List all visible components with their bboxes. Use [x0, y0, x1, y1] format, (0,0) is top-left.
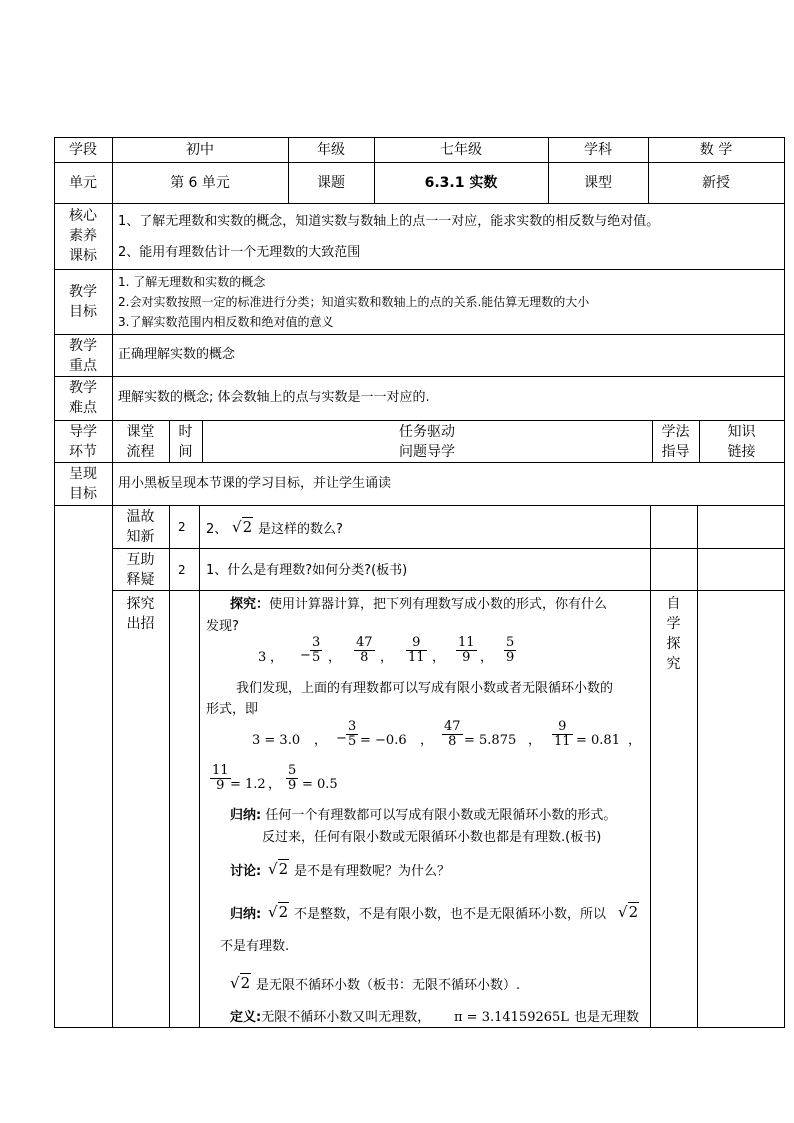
help-time: 2 [178, 563, 186, 577]
summary-2-text-2: 不是有理数. [220, 939, 290, 954]
goals-label: 教学 目标 [69, 284, 97, 320]
eq-neg06: = −0.6 [360, 733, 407, 748]
sqrt-2-discuss: √2 [268, 860, 289, 878]
sqrt-2-board: √2 [230, 974, 251, 992]
goal-item-1: 1. 了解无理数和实数的概念 [118, 275, 266, 289]
keti-label: 课题 [317, 175, 345, 191]
col-step: 导学 环节 [69, 424, 97, 460]
discuss-text: 是不是有理数呢？为什么？ [294, 864, 451, 879]
review-label: 温故 知新 [126, 509, 155, 545]
sqrt-2-review: √2 [232, 518, 253, 536]
list-sep: ， [314, 733, 328, 748]
neg-sign: − [336, 731, 347, 746]
fraction-9-11: 9 11 [408, 635, 425, 665]
col-method: 学法 指导 [661, 424, 690, 460]
eq-081: = 0.81 [576, 733, 620, 748]
definition-tail: 也是无理数 [574, 1010, 640, 1025]
board-text: 是无限不循环小数（板书：无限不循环小数）. [256, 978, 521, 993]
core-line-1: 1、了解无理数和实数的概念，知道实数与数轴上的点一一对应，能求实数的相反数与绝对值。 [118, 214, 660, 229]
list-sep: ， [268, 777, 282, 792]
help-label: 互助 释疑 [126, 552, 155, 588]
col-time: 时 间 [178, 424, 193, 460]
neg-sign: − [300, 648, 311, 663]
kexing-value: 新授 [702, 175, 730, 191]
list-sep: ， [420, 733, 434, 748]
list-sep: ， [528, 733, 542, 748]
discuss-label: 讨论: [230, 864, 262, 879]
goal-item-3: 3.了解实数范围内相反数和绝对值的意义 [118, 315, 334, 329]
summary-1: 归纳: 任何一个有理数都可以写成有限小数或无限循环小数的形式。 [230, 808, 617, 823]
core-label: 核心 素养 课标 [69, 208, 97, 264]
summary-1-line-2: 反过来，任何有限小数或无限循环小数也都是有理数.(板书) [262, 830, 602, 845]
list-sep: ， [480, 650, 494, 665]
danyuan-label: 单元 [69, 175, 97, 191]
help-text: 1、什么是有理数?如何分类?(板书) [206, 563, 408, 578]
xueke-label: 学科 [584, 142, 612, 158]
list-sep: ， [628, 733, 642, 748]
goal-item-2: 2.会对实数按照一定的标准进行分类；知道实数和数轴上的点的关系.能估算无理数的大小 [118, 295, 590, 309]
xueduan-value: 初中 [186, 142, 214, 158]
keti-value: 6.3.1 实数 [424, 175, 498, 191]
present-label: 呈现 目标 [69, 466, 97, 502]
list-item-3: 3 [258, 650, 267, 665]
core-line-2: 2、能用有理数估计一个无理数的大致范围 [118, 245, 361, 260]
fraction-11-9: 11 9 [458, 635, 475, 665]
xueduan-label: 学段 [69, 142, 97, 158]
eq-3: 3 = 3.0 [252, 733, 301, 748]
list-sep: ， [432, 650, 446, 665]
list-sep: ， [328, 650, 342, 665]
explore-method: 自 学 探 究 [666, 596, 681, 672]
sqrt-2-summary: √2 [268, 903, 289, 921]
found-line-2: 形式，即 [206, 702, 259, 717]
review-prefix: 2、 [206, 522, 228, 537]
focus-label: 教学 重点 [69, 338, 97, 374]
explore-intro: 探究：使用计算器计算，把下列有理数写成小数的形式，你有什么 [230, 597, 608, 612]
pi-value: π = 3.14159265L [454, 1010, 569, 1025]
summary-2-label: 归纳: [230, 907, 262, 922]
fraction-3-5: 3 5 [312, 635, 321, 665]
difficulty-label: 教学 难点 [69, 380, 97, 416]
summary-2-text: 不是整数，不是有限小数，也不是无限循环小数，所以 [294, 907, 607, 922]
eq-12: = 1.2 [230, 777, 266, 792]
review-text: 是这样的数么? [258, 522, 343, 537]
found-line-1: 我们发现，上面的有理数都可以写成有限小数或者无限循环小数的 [236, 681, 614, 696]
fraction-11-9-eq: 11 9 [212, 763, 229, 793]
sqrt-2-summary-end: √2 [618, 903, 639, 921]
list-sep: ， [380, 650, 394, 665]
nianji-label: 年级 [317, 142, 345, 158]
definition: 定义:无限不循环小数又叫无理数， [230, 1010, 431, 1025]
fraction-3-5-eq: 3 5 [348, 719, 357, 749]
review-time: 2 [178, 520, 186, 534]
col-task: 任务驱动 问题导学 [399, 424, 455, 460]
eq-05: = 0.5 [302, 777, 338, 792]
fraction-5-9-eq: 5 9 [288, 763, 297, 793]
xueke-value: 数 学 [699, 142, 733, 158]
nianji-value: 七年级 [440, 142, 482, 158]
focus-text: 正确理解实数的概念 [118, 347, 236, 362]
col-link: 知识 链接 [727, 424, 756, 460]
eq-5875: = 5.875 [464, 733, 517, 748]
difficulty-text: 理解实数的概念; 体会数轴上的点与实数是一一对应的. [118, 390, 430, 405]
explore-label: 探究 出招 [126, 596, 155, 632]
list-sep: ， [270, 650, 284, 665]
fraction-47-8-eq: 47 8 [444, 719, 461, 749]
kexing-label: 课型 [584, 175, 612, 191]
present-text: 用小黑板呈现本节课的学习目标，并让学生诵读 [118, 476, 392, 491]
fraction-9-11-eq: 9 11 [554, 719, 571, 749]
fraction-5-9: 5 9 [506, 635, 515, 665]
danyuan-value: 第 6 单元 [170, 175, 230, 191]
explore-intro-2: 发现? [206, 619, 239, 634]
col-process: 课堂 流程 [126, 424, 155, 460]
fraction-47-8: 47 8 [356, 635, 373, 665]
